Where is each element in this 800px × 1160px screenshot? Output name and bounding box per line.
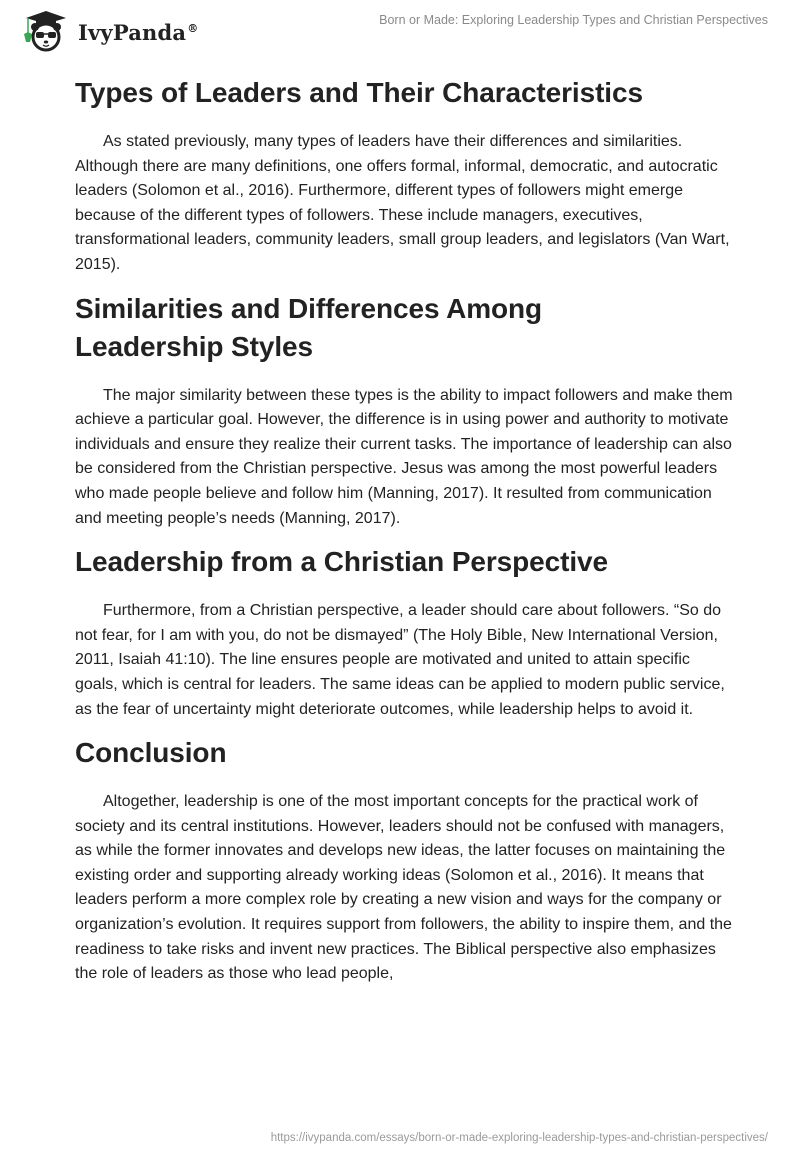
section-types-of-leaders: [75, 74, 735, 278]
section-paragraph: The major similarity between these types is the ability to impact followers and make them achieve a particular goal. However, the difference is in using power and authority to motivate individuals and ensure they realize their current tasks. The importance of leadership can also be considered from the Christian perspective. Jesus was among the most powerful leaders who made people believe and follow him (Manning, 2017). It resulted from communication and meeting people’s needs (Manning, 2017).: [75, 386, 733, 527]
registered-mark: ®: [187, 21, 199, 35]
section-heading: Leadership from a Christian Perspective: [75, 546, 608, 578]
section-paragraph: Altogether, leadership is one of the most important concepts for the practical work of society and its central institutions. However, leaders should not be confused with managers, as while the former innovates and develops new ideas, the latter focuses on maintaining the existing order and supporting already working ideas (Solomon et al., 2016). It means that leaders perform a more complex role by creating a new vision and ways for the company or organization’s evolution. It requires support from followers, the ability to inspire them, and the readiness to take risks and invent new practices. The Biblical perspective also emphasizes the role of leaders as those who lead people,: [75, 793, 732, 983]
ivypanda-logo[interactable]: [18, 8, 198, 52]
page-header: [0, 0, 800, 56]
section-paragraph: As stated previously, many types of leaders have their differences and similarities. Although there are many definitions, one offers formal, informal, democratic, and autocratic leaders (Solomon et al., 2016). Furthermore, different types of followers might emerge because of the different types of followers. These include managers, executives, transformational leaders, community leaders, small group leaders, and legislators (Van Wart, 2015).: [75, 133, 730, 273]
section-heading: Similarities and Differences Among Leadership Styles: [75, 292, 543, 362]
section-heading: Conclusion: [75, 737, 227, 769]
section-heading: Types of Leaders and Their Characteristics: [75, 77, 643, 108]
section-paragraph: Furthermore, from a Christian perspective, a leader should care about followers. “So do not fear, for I am with you, do not be dismayed” (The Holy Bible, New International Version, 2011, Isaiah 41:10). The line ensures people are motivated and united to attain specific goals, which is central for leaders. The same ideas can be applied to modern public service, as the fear of uncertainty might deteriorate outcomes, while leadership helps to avoid it.: [75, 602, 725, 718]
document-title: Born or Made: Exploring Leadership Types and Christian Perspectives: [379, 13, 768, 27]
source-url-link[interactable]: https://ivypanda.com/essays/born-or-made-exploring-leadership-types-and-christian-perspectives/: [270, 1132, 768, 1144]
panda-graduate-icon: [18, 8, 70, 52]
section-conclusion: [75, 734, 735, 987]
essay-content: [75, 70, 735, 987]
logo-text: IvyPanda®: [78, 19, 199, 45]
section-christian-perspective: [75, 543, 735, 722]
section-similarities-differences: [75, 290, 735, 532]
